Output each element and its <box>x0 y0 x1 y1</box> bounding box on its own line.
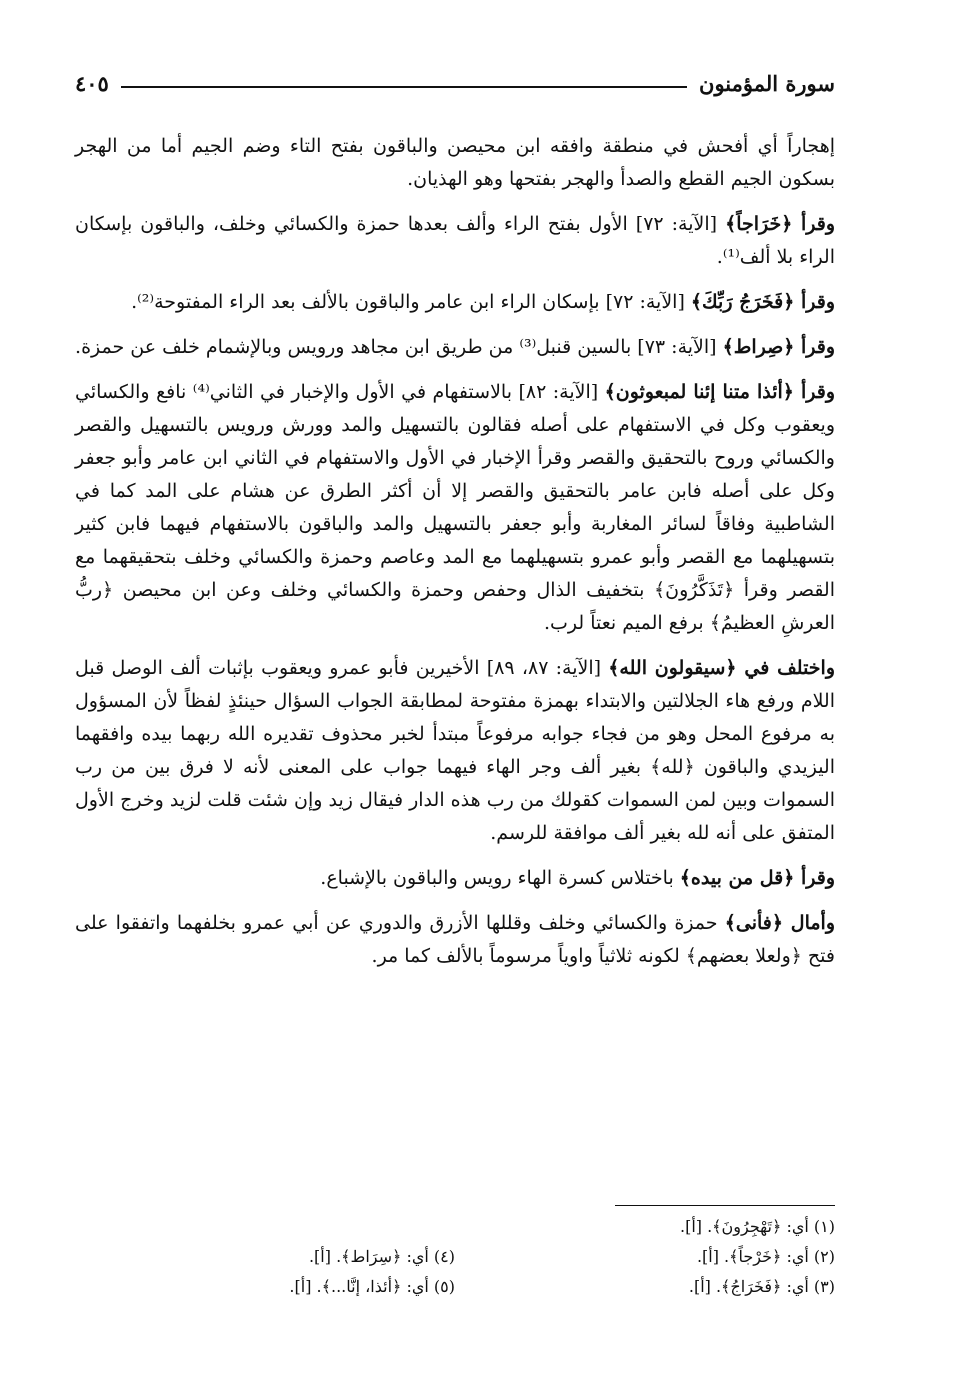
footnote-4: (٤) أي: ﴿سِرَاط﴾. [أ]. <box>308 1247 455 1266</box>
paragraph <box>75 208 835 274</box>
paragraph-text: إهجاراً أي أفحش في منطقة وافقه ابن محيصن والباقون بفتح التاء وضم الجيم أما من الهجر بسكون الجيم القطع والصدأ والهجر بفتحها وهو الهذيان. <box>75 135 835 190</box>
paragraph-text: حمزة والكسائي وخلف وقللها الأزرق والدوري عن أبي عمرو بخلفهما واتفقوا على فتح ﴿ولعلا بعضهم﴾ لكونه ثلاثياً واوياً مرسوماً بالألف كما مر. <box>75 912 835 967</box>
footnote-rule <box>615 1205 835 1206</box>
footnote-5: (٥) أي: ﴿أئذا، إنَّا...﴾. [أ]. <box>289 1277 455 1296</box>
page-number: ٤٠٥ <box>75 71 109 96</box>
running-head <box>75 60 835 96</box>
paragraph-text: [الآية: ٧٢] الأول بفتح الراء وألف بعدها حمزة والكسائي وخلف، والباقون بإسكان الراء بلا ألف⁽¹⁾. <box>75 213 835 268</box>
footnote-3: (٣) أي: ﴿فَخَرَاجُ﴾. [أ]. <box>688 1277 835 1296</box>
footnote-grid <box>75 1214 835 1300</box>
paragraph-text: [الآية: ٨٧، ٨٩] الأخيرين فأبو عمرو ويعقوب بإثبات ألف الوصل قبل اللام ورفع هاء الجلالتين والابتداء بهمزة مفتوحة لمطابقة الجواب السؤال حينئذٍ لفظاً لأن المسؤول به مرفوع المحل وهو من فجاء جوابه مرفوعاً مبتدأ لخبر محذوف تقديره الله ربهما بيده وافقهما اليزيدي والباقون ﴿لله﴾ بغير ألف وجر الهاء فيهما جواب على المعنى لأنه لا فرق بين من رب السموات وبين لمن السموات كقولك من رب هذه الدار فيقال زيد وإن شئت قلت لزيد وخرج الأول المتفق على أنه لله بغير ألف موافقة للرسم. <box>75 657 835 844</box>
paragraph-lead: وقرأ ﴿خَرَاجاً﴾ <box>725 213 835 235</box>
footnote-2: (٢) أي: ﴿خَرْجاً﴾. [أ]. <box>696 1247 835 1266</box>
paragraph <box>75 130 835 196</box>
header-rule <box>121 86 687 88</box>
paragraph <box>75 376 835 640</box>
footnote-1: (١) أي: ﴿تَهْجِرُونَ﴾. [أ]. <box>679 1217 835 1236</box>
paragraph-lead: وقرأ ﴿قل من بيده﴾ <box>679 867 835 889</box>
paragraph <box>75 331 835 364</box>
paragraph-text: [الآية: ٨٢] بالاستفهام في الأول والإخبار في الثاني⁽⁴⁾ نافع والكسائي ويعقوب وكل في الاستفهام على أصله فقالون بالتسهيل والمد وورش ورويس بالتسهيل والقصر والكسائي وروح بالتحقيق والقصر وقرأ الإخبار في الأول والاستفهام في الثاني ابن عامر وأبو جعفر وكل على أصله فابن عامر بالتحقيق والقصر إلا أن أكثر الطرق عن هشام على المد كما في الشاطبية وفاقاً لسائر المغاربة وأبو جعفر بالتسهيل والمد والباقون بالاستفهام فيهما فابن كثير بتسهيلهما مع القصر وأبو عمرو بتسهيلهما مع المد وعاصم وحمزة والكسائي وخلف بتحقيقهما مع القصر وقرأ ﴿تَذَكَّرُونَ﴾ بتخفيف الذال وحفص وحمزة والكسائي وخلف وعن ابن محيصن ﴿ربُّ العرشِ العظيمُ﴾ برفع الميم نعتاً لرب. <box>75 381 835 634</box>
paragraph <box>75 286 835 319</box>
paragraph-lead: وقرأ ﴿فَخَرَجُ رَبِّكَ﴾ <box>690 291 835 313</box>
paragraph-lead: وقرأ ﴿صِراط﴾ <box>722 336 835 358</box>
paragraph <box>75 907 835 973</box>
paragraph <box>75 652 835 850</box>
paragraph <box>75 862 835 895</box>
paragraph-text: [الآية: ٧٢] بإسكان الراء ابن عامر والباقون بالألف بعد الراء المفتوحة⁽²⁾. <box>131 291 691 313</box>
paragraph-lead: وقرأ ﴿أئذا متنا إئنا لمبعوثون﴾ <box>604 381 835 403</box>
paragraph-text: باختلاس كسرة الهاء رويس والباقون بالإشباع. <box>320 867 680 889</box>
body-text <box>75 130 835 973</box>
footnotes <box>75 1205 835 1300</box>
paragraph-lead: واختلف في ﴿سيقولون الله﴾ <box>608 657 836 679</box>
page-content <box>75 60 835 985</box>
paragraph-text: [الآية: ٧٣] بالسين قنبل⁽³⁾ من طريق ابن مجاهد ورويس وبالإشمام خلف عن حمزة. <box>75 336 723 358</box>
surah-title: سورة المؤمنون <box>699 71 835 96</box>
paragraph-lead: وأمال ﴿فأنى﴾ <box>724 912 835 934</box>
footnote-empty <box>75 1214 455 1240</box>
